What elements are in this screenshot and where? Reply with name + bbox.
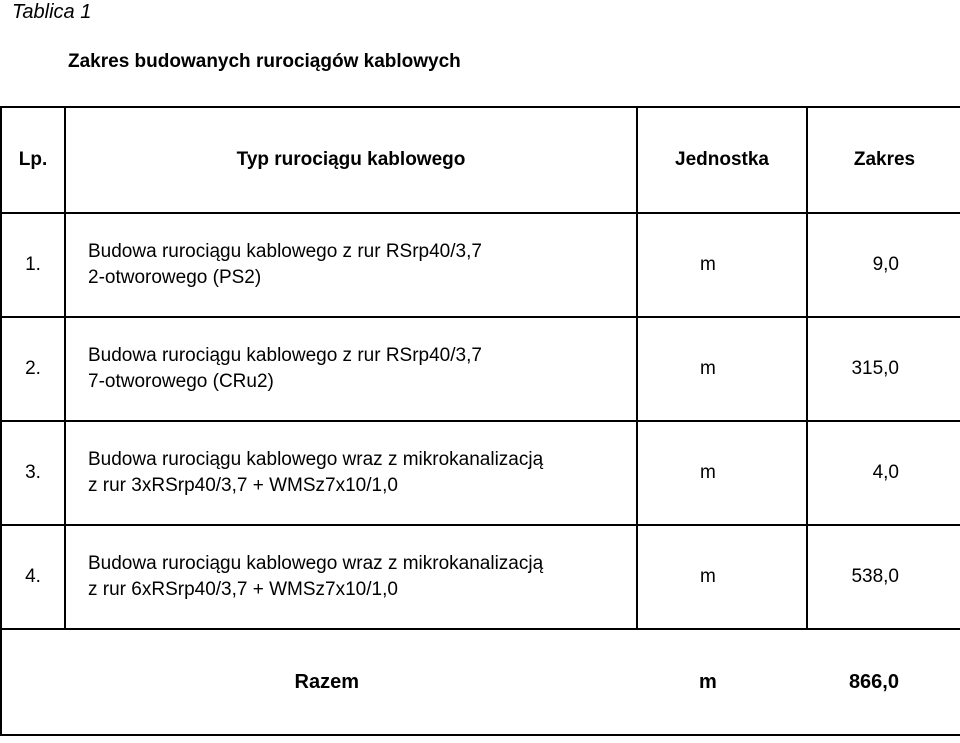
table-row — [1, 213, 960, 317]
header-lp: Lp. — [1, 107, 65, 213]
row-description-line1: Budowa rurociągu kablowego z rur RSrp40/3,7 — [88, 345, 482, 366]
pipeline-table — [0, 106, 960, 736]
table-row — [1, 525, 960, 629]
row-description-line2: 7-otworowego (CRu2) — [88, 371, 274, 392]
document-title: Zakres budowanych rurociągów kablowych — [68, 51, 461, 72]
header-range: Zakres — [807, 107, 960, 213]
row-lp: 3. — [1, 421, 65, 525]
row-value: 9,0 — [807, 213, 960, 317]
total-label: Razem — [1, 629, 637, 735]
row-unit: m — [637, 525, 807, 629]
row-description-line1: Budowa rurociągu kablowego wraz z mikrokanalizacją — [88, 449, 544, 470]
row-unit: m — [637, 213, 807, 317]
row-unit: m — [637, 421, 807, 525]
header-unit: Jednostka — [637, 107, 807, 213]
header-type: Typ rurociągu kablowego — [65, 107, 637, 213]
row-lp: 1. — [1, 213, 65, 317]
row-value: 4,0 — [807, 421, 960, 525]
total-row — [1, 629, 960, 735]
table-row — [1, 421, 960, 525]
row-value: 315,0 — [807, 317, 960, 421]
table-caption: Tablica 1 — [12, 1, 92, 23]
row-lp: 2. — [1, 317, 65, 421]
row-description-line2: z rur 3xRSrp40/3,7 + WMSz7x10/1,0 — [88, 475, 398, 496]
table-row — [1, 317, 960, 421]
row-value: 538,0 — [807, 525, 960, 629]
row-description-line1: Budowa rurociągu kablowego z rur RSrp40/3,7 — [88, 241, 482, 262]
row-description-line2: 2-otworowego (PS2) — [88, 267, 262, 288]
row-unit: m — [637, 317, 807, 421]
row-description-line2: z rur 6xRSrp40/3,7 + WMSz7x10/1,0 — [88, 579, 398, 600]
table-header-row — [1, 107, 960, 213]
total-unit: m — [637, 629, 807, 735]
total-value: 866,0 — [807, 629, 960, 735]
row-description — [65, 525, 637, 629]
row-description-line1: Budowa rurociągu kablowego wraz z mikrokanalizacją — [88, 553, 544, 574]
row-description — [65, 317, 637, 421]
row-description — [65, 421, 637, 525]
row-description — [65, 213, 637, 317]
row-lp: 4. — [1, 525, 65, 629]
